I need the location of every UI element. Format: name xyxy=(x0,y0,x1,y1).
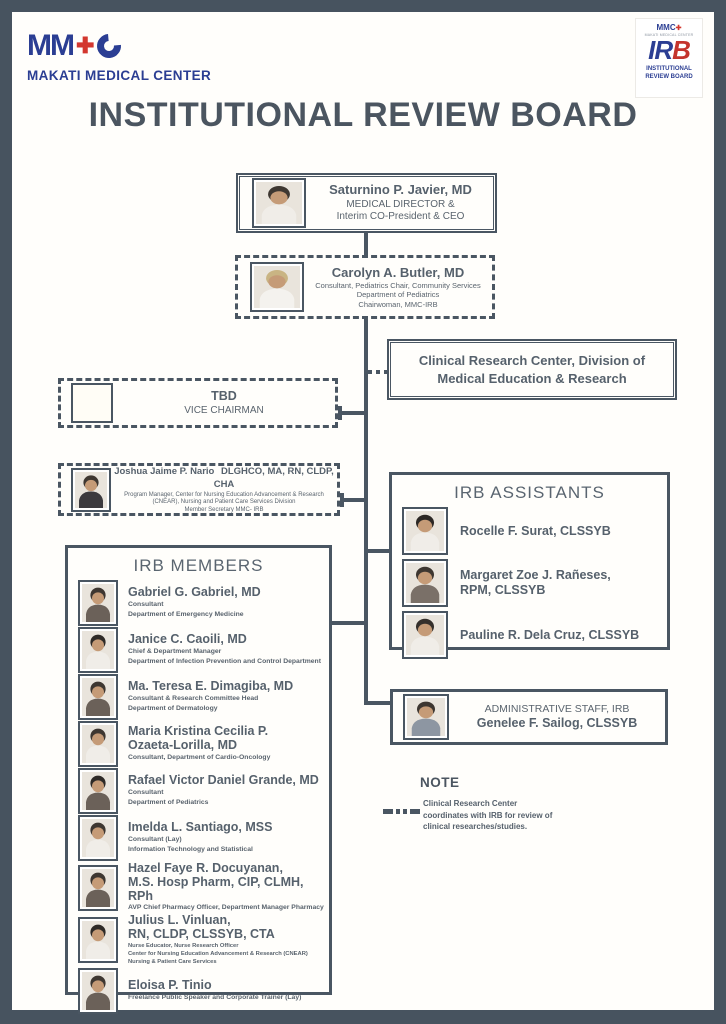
note-dash-dot-legend-icon xyxy=(383,809,420,814)
director-text xyxy=(306,182,495,223)
person-avatar-icon xyxy=(406,511,444,551)
member-text xyxy=(128,821,272,854)
admin-staff-photo xyxy=(403,694,449,740)
note-heading: NOTE xyxy=(420,775,460,790)
irb-badge-acronym xyxy=(648,37,690,64)
member-secretary-name: Joshua Jaime P. Nario xyxy=(114,465,215,477)
member-text xyxy=(128,680,293,713)
member-text xyxy=(128,914,308,967)
crc-text xyxy=(389,352,675,387)
chairwoman-text xyxy=(304,265,492,309)
member-detail: Consultant & Research Committee Head xyxy=(128,695,259,703)
member-text xyxy=(128,979,301,1003)
vice-chairman-name: TBD xyxy=(211,388,237,403)
chairwoman-line3: Chairwoman, MMC-IRB xyxy=(358,299,438,309)
director-role1: MEDICAL DIRECTOR & xyxy=(346,198,455,210)
connector-crc-dotted xyxy=(368,370,388,374)
assistant-name2: RPM, CLSSYB xyxy=(460,583,546,597)
member-row xyxy=(68,815,329,861)
member-secretary-nameline xyxy=(111,465,337,492)
director-photo xyxy=(252,178,306,228)
member-secretary-photo xyxy=(71,468,111,512)
connector-vice-chairman-cap xyxy=(338,406,342,420)
member-detail: Information Technology and Statistical xyxy=(128,845,253,853)
assistant-text xyxy=(460,524,611,539)
irb-assistants-panel xyxy=(389,472,670,650)
crc-card xyxy=(387,339,677,400)
mmc-c-ring-icon xyxy=(93,29,127,63)
member-detail: Freelance Public Speaker and Corporate Trainer (Lay) xyxy=(128,993,302,1001)
member-text xyxy=(128,725,270,762)
person-avatar-icon xyxy=(82,584,114,622)
irb-badge-caption-line2: REVIEW BOARD xyxy=(645,73,693,80)
member-detail: Department of Infection Prevention and Control Department xyxy=(128,657,321,665)
member-detail: Center for Nursing Education Advancement & Research (CNEAR) xyxy=(128,950,308,957)
connector-director-chairwoman xyxy=(364,233,368,255)
member-detail: Consultant xyxy=(128,789,164,797)
member-secretary-text xyxy=(111,465,337,514)
irb-badge-mini-letters: MMC xyxy=(656,23,676,32)
assistant-text xyxy=(460,568,611,598)
connector-members xyxy=(332,621,366,625)
member-photo xyxy=(78,721,118,767)
connector-admin-staff xyxy=(368,701,390,705)
mmc-brand-name: MAKATI MEDICAL CENTER xyxy=(27,68,212,83)
irb-badge-letter-r: R xyxy=(654,35,673,65)
assistant-name: Rocelle F. Surat, CLSSYB xyxy=(460,523,611,538)
member-name: Rafael Victor Daniel Grande, MD xyxy=(128,773,319,788)
page-title: INSTITUTIONAL REVIEW BOARD xyxy=(88,96,638,134)
member-name2: M.S. Hosp Pharm, CIP, CLMH, RPh xyxy=(128,874,304,903)
chairwoman-line1: Consultant, Pediatrics Chair, Community Services xyxy=(315,281,481,291)
member-photo xyxy=(78,768,118,814)
person-avatar-icon xyxy=(406,615,444,655)
admin-staff-card xyxy=(390,689,668,745)
member-detail: Consultant, Department of Cardio-Oncology xyxy=(128,753,271,761)
note-text xyxy=(423,798,593,833)
mmc-logo-letters: MM xyxy=(27,29,73,62)
connector-vice-chairman xyxy=(338,411,366,415)
irb-badge-mini-brand xyxy=(657,24,682,32)
person-avatar-icon xyxy=(407,698,445,736)
member-detail: Department of Pediatrics xyxy=(128,798,209,806)
person-avatar-icon xyxy=(82,869,114,907)
irb-assistants-heading: IRB ASSISTANTS xyxy=(454,483,605,502)
member-photo xyxy=(78,815,118,861)
member-row xyxy=(68,674,329,720)
person-avatar-icon xyxy=(82,678,114,716)
member-photo xyxy=(78,865,118,911)
member-name: Eloisa P. Tinio xyxy=(128,977,212,992)
irb-badge-caption-line1: INSTITUTIONAL xyxy=(646,66,692,73)
member-name2: RN, CLDP, CLSSYB, CTA xyxy=(128,926,275,941)
irb-members-heading: IRB MEMBERS xyxy=(133,556,264,575)
member-detail: Department of Emergency Medicine xyxy=(128,610,244,618)
chairwoman-line2: Department of Pediatrics xyxy=(356,290,440,300)
assistant-name: Pauline R. Dela Cruz, CLSSYB xyxy=(460,627,640,642)
member-name: Maria Kristina Cecilia P. xyxy=(128,724,269,739)
irb-badge-mini-cross-icon: ✚ xyxy=(675,25,682,32)
member-name: Hazel Faye R. Docuyanan, xyxy=(128,861,283,875)
member-name: Ma. Teresa E. Dimagiba, MD xyxy=(128,679,294,694)
person-avatar-icon xyxy=(82,972,114,1010)
assistant-photo xyxy=(402,507,448,555)
member-name2: Ozaeta-Lorilla, MD xyxy=(128,738,238,753)
note-line1: Clinical Research Center xyxy=(423,799,518,808)
member-detail: Chief & Department Manager xyxy=(128,648,222,656)
connector-member-secretary-cap xyxy=(340,493,344,507)
member-name: Janice C. Caoili, MD xyxy=(128,632,247,647)
person-avatar-icon xyxy=(406,563,444,603)
member-secretary-line2: (CNEAR), Nursing and Patient Care Services Division xyxy=(152,499,296,506)
member-photo xyxy=(78,674,118,720)
person-avatar-icon xyxy=(82,921,114,959)
vice-chairman-card xyxy=(58,378,338,428)
member-row xyxy=(68,721,329,767)
member-row xyxy=(68,914,329,967)
member-detail: Department of Dermatology xyxy=(128,704,218,712)
director-role2: Interim CO-President & CEO xyxy=(336,211,465,223)
member-name: Imelda L. Santiago, MSS xyxy=(128,820,273,835)
admin-staff-role: ADMINISTRATIVE STAFF, IRB xyxy=(484,702,630,715)
note-line3: clinical researches/studies. xyxy=(423,822,528,832)
member-photo xyxy=(78,580,118,626)
connector-spine xyxy=(364,319,368,705)
irb-members-panel xyxy=(65,545,332,1001)
member-detail: Consultant (Lay) xyxy=(128,836,182,844)
member-photo xyxy=(78,627,118,673)
admin-staff-name: Genelee F. Sailog, CLSSYB xyxy=(476,715,638,730)
member-detail: Nurse Educator, Nurse Research Officer xyxy=(128,942,239,949)
crc-line1: Clinical Research Center, Division of xyxy=(418,352,646,368)
assistant-row xyxy=(392,611,667,659)
person-avatar-icon xyxy=(254,266,300,308)
member-text xyxy=(128,586,261,619)
member-detail: Consultant xyxy=(128,601,164,609)
member-text xyxy=(128,774,319,807)
irb-badge-letter-b: B xyxy=(672,35,690,65)
member-text xyxy=(128,633,321,666)
chairwoman-card xyxy=(235,255,495,319)
chairwoman-name: Carolyn A. Butler, MD xyxy=(331,264,465,280)
member-secretary-card xyxy=(58,463,340,516)
member-text xyxy=(128,862,329,913)
assistant-row xyxy=(392,507,667,555)
connector-assistants xyxy=(368,549,389,553)
member-row xyxy=(68,768,329,814)
assistant-row xyxy=(392,559,667,607)
person-avatar-icon xyxy=(75,472,107,508)
mmc-cross-icon: ✚ xyxy=(75,33,95,58)
member-secretary-credentials: DLGHCO, MA, RN, CLDP, CHA xyxy=(213,465,334,491)
vice-chairman-photo-placeholder xyxy=(71,383,113,423)
member-secretary-line1: Program Manager, Center for Nursing Education Advancement & Research xyxy=(124,491,324,498)
person-avatar-icon xyxy=(256,182,302,224)
member-detail: Nursing & Patient Care Services xyxy=(128,959,217,966)
member-row xyxy=(68,862,329,913)
member-name: Gabriel G. Gabriel, MD xyxy=(128,585,261,600)
irb-badge-caption xyxy=(645,66,692,81)
director-name: Saturnino P. Javier, MD xyxy=(329,182,472,198)
member-row xyxy=(68,968,329,1014)
irb-badge-letter-i: I xyxy=(648,35,655,65)
member-photo xyxy=(78,917,118,963)
member-secretary-line3: Member Secretary MMC- IRB xyxy=(184,506,264,513)
person-avatar-icon xyxy=(82,631,114,669)
member-photo xyxy=(78,968,118,1014)
member-row xyxy=(68,627,329,673)
assistant-text xyxy=(460,628,639,643)
person-avatar-icon xyxy=(82,725,114,763)
poster-page xyxy=(12,12,714,1010)
note-line2: coordinates with IRB for review of xyxy=(423,810,553,820)
vice-chairman-role: VICE CHAIRMAN xyxy=(184,404,264,416)
member-detail: AVP Chief Pharmacy Officer, Department Manager Pharmacy xyxy=(128,904,324,912)
mmc-logo xyxy=(27,28,121,64)
director-card xyxy=(236,173,497,233)
irb-badge-mini-caption: MAKATI MEDICAL CENTER xyxy=(644,33,694,37)
irb-badge xyxy=(635,18,703,98)
member-name: Julius L. Vinluan, xyxy=(128,913,231,928)
crc-line2: Medical Education & Research xyxy=(437,370,627,386)
person-avatar-icon xyxy=(82,772,114,810)
vice-chairman-text xyxy=(113,389,335,417)
admin-staff-text xyxy=(449,703,665,732)
member-row xyxy=(68,580,329,626)
chairwoman-photo xyxy=(250,262,304,312)
assistant-photo xyxy=(402,559,448,607)
person-avatar-icon xyxy=(82,819,114,857)
assistant-name: Margaret Zoe J. Rañeses, xyxy=(460,568,611,582)
assistant-photo xyxy=(402,611,448,659)
